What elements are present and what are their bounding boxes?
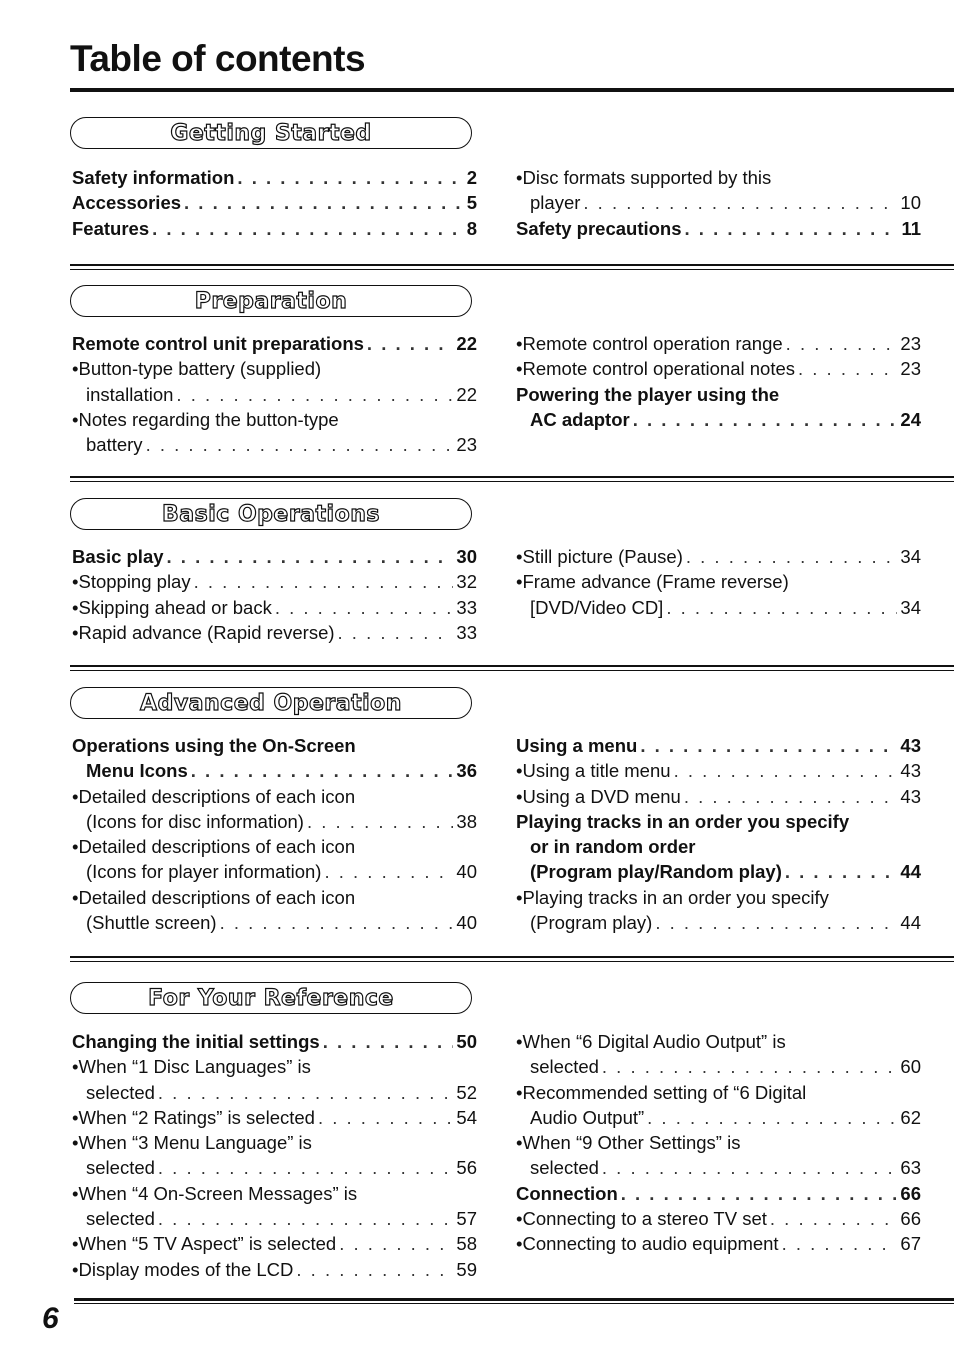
toc-entry-label: •Using a title menu: [516, 760, 671, 782]
toc-entry-label: battery: [86, 434, 143, 456]
toc-line: •When “3 Menu Language” is: [72, 1132, 312, 1154]
toc-entry-label: player: [530, 192, 581, 214]
section-divider: [70, 264, 954, 270]
toc-entry: [516, 544, 921, 569]
section-divider: [70, 956, 954, 962]
section-heading-preparation: [70, 285, 472, 317]
section-heading-basic-operations: [70, 498, 472, 530]
toc-entry-label: (Program play): [530, 912, 653, 934]
dot-leader: [798, 356, 897, 381]
toc-column: [516, 733, 921, 935]
toc-entry-page: 43: [900, 785, 921, 807]
toc-line: •Playing tracks in an order you specify: [516, 886, 829, 908]
toc-entry-label: •Still picture (Pause): [516, 546, 683, 567]
dot-leader: [237, 165, 463, 190]
toc-entry-label: (Icons for player information): [86, 861, 322, 883]
toc-entry: [516, 407, 921, 432]
toc-entry-page: 60: [900, 1056, 921, 1078]
dot-leader: [296, 1257, 453, 1282]
toc-line: •Notes regarding the button-type: [72, 408, 339, 430]
toc-entry-label: selected: [86, 1081, 155, 1103]
dot-leader: [220, 910, 454, 935]
dot-leader: [338, 620, 454, 645]
section-heading-label: Getting Started: [170, 120, 372, 146]
dot-leader: [194, 569, 454, 594]
toc-entry-label: AC adaptor: [530, 408, 630, 430]
dot-leader: [686, 544, 898, 569]
toc-entry-page: 66: [900, 1182, 921, 1204]
page-number: 6: [42, 1302, 59, 1335]
toc-entry: [72, 544, 477, 569]
dot-leader: [158, 1080, 454, 1105]
toc-entry-label: selected: [530, 1056, 599, 1078]
toc-line: •Detailed descriptions of each icon: [72, 886, 356, 908]
toc-line: •When “4 On-Screen Messages” is: [72, 1182, 358, 1204]
toc-entry: [72, 595, 477, 620]
toc-entry: [516, 1054, 921, 1079]
toc-column: [516, 165, 921, 241]
toc-entry-label: Menu Icons: [86, 760, 188, 782]
dot-leader: [786, 331, 898, 356]
dot-leader: [685, 216, 899, 241]
dot-leader: [770, 1206, 898, 1231]
dot-leader: [275, 595, 454, 620]
toc-line: •When “9 Other Settings” is: [516, 1132, 741, 1154]
toc-column: [72, 733, 477, 935]
title-rule: [70, 88, 954, 92]
dot-leader: [602, 1155, 898, 1180]
toc-entry-page: 2: [466, 167, 477, 188]
toc-entry: [516, 356, 921, 381]
toc-entry: [72, 620, 477, 645]
toc-entry-label: selected: [86, 1208, 155, 1230]
toc-entry-page: 30: [456, 546, 477, 567]
toc-entry-page: 33: [456, 596, 477, 618]
dot-leader: [640, 733, 897, 758]
dot-leader: [782, 1231, 898, 1256]
dot-leader: [655, 910, 897, 935]
toc-entry: [72, 1155, 477, 1180]
toc-entry: [72, 809, 477, 834]
toc-entry: [72, 216, 477, 241]
dot-leader: [666, 595, 897, 620]
toc-entry: [516, 1155, 921, 1180]
section-heading-label: Advanced Operation: [140, 690, 402, 716]
toc-entry-page: 8: [466, 217, 477, 239]
toc-column: [72, 165, 477, 241]
toc-entry-page: 36: [456, 760, 477, 782]
toc-entry-label: (Icons for disc information): [86, 810, 304, 832]
toc-entry-page: 57: [456, 1208, 477, 1230]
toc-entry-label: •Using a DVD menu: [516, 785, 681, 807]
dot-leader: [602, 1054, 898, 1079]
dot-leader: [167, 544, 454, 569]
toc-entry-label: Features: [72, 217, 150, 239]
toc-entry: [72, 859, 477, 884]
page-title: Table of contents: [70, 38, 366, 79]
toc-entry-page: 34: [900, 546, 921, 567]
dot-leader: [674, 758, 898, 783]
toc-column: [72, 1029, 477, 1282]
section-heading-label: Basic Operations: [162, 501, 380, 527]
dot-leader: [785, 859, 898, 884]
toc-entry-page: 54: [456, 1106, 477, 1128]
toc-entry-page: 44: [900, 912, 921, 934]
toc-entry-label: Accessories: [72, 192, 182, 214]
toc-entry: [516, 1231, 921, 1256]
toc-line: Operations using the On-Screen: [72, 735, 356, 756]
toc-line: or in random order: [530, 836, 696, 858]
toc-entry-page: 40: [456, 861, 477, 883]
toc-column: [516, 331, 921, 432]
toc-entry-page: 5: [466, 192, 477, 214]
dot-leader: [583, 190, 897, 215]
section-heading-advanced-operation: [70, 687, 472, 719]
toc-entry-label: •When “5 TV Aspect” is selected: [72, 1233, 337, 1255]
dot-leader: [152, 216, 464, 241]
toc-column: [72, 331, 477, 457]
toc-column: [516, 1029, 921, 1257]
toc-entry: [72, 1206, 477, 1231]
toc-entry-page: 32: [456, 571, 477, 593]
toc-entry-page: 44: [900, 861, 921, 883]
toc-entry: [72, 910, 477, 935]
toc-entry-label: •Stopping play: [72, 571, 191, 593]
dot-leader: [158, 1155, 454, 1180]
toc-column: [516, 544, 921, 620]
toc-entry-label: Remote control unit preparations: [72, 333, 364, 354]
dot-leader: [324, 859, 453, 884]
toc-entry: [516, 758, 921, 783]
toc-line: •When “6 Digital Audio Output” is: [516, 1031, 786, 1052]
toc-entry: [516, 910, 921, 935]
toc-entry: [516, 784, 921, 809]
toc-entry-label: •Display modes of the LCD: [72, 1258, 294, 1280]
toc-entry-label: •Remote control operation range: [516, 333, 783, 354]
section-divider: [70, 665, 954, 671]
toc-entry-page: 62: [900, 1106, 921, 1128]
toc-entry: [72, 758, 477, 783]
toc-entry: [72, 382, 477, 407]
toc-entry-label: [DVD/Video CD]: [530, 596, 664, 618]
toc-entry: [516, 331, 921, 356]
toc-entry-label: •When “2 Ratings” is selected: [72, 1106, 315, 1128]
toc-entry-label: •Skipping ahead or back: [72, 596, 272, 618]
dot-leader: [684, 784, 898, 809]
toc-entry-page: 58: [456, 1233, 477, 1255]
toc-line: Playing tracks in an order you specify: [516, 810, 850, 832]
toc-entry-label: •Connecting to audio equipment: [516, 1233, 779, 1255]
toc-entry: [72, 1231, 477, 1256]
toc-entry-page: 24: [900, 408, 921, 430]
toc-entry-label: Safety precautions: [516, 217, 682, 239]
dot-leader: [323, 1029, 454, 1054]
toc-entry-page: 11: [901, 217, 921, 239]
dot-leader: [647, 1105, 897, 1130]
toc-entry-label: •Connecting to a stereo TV set: [516, 1208, 767, 1230]
toc-entry-label: (Program play/Random play): [530, 861, 782, 883]
toc-entry-label: (Shuttle screen): [86, 912, 217, 934]
dot-leader: [184, 190, 464, 215]
section-heading-label: For Your Reference: [148, 985, 394, 1011]
toc-entry: [516, 1105, 921, 1130]
toc-entry: [516, 190, 921, 215]
toc-entry: [72, 569, 477, 594]
toc-entry: [516, 1206, 921, 1231]
toc-line: •Detailed descriptions of each icon: [72, 836, 356, 858]
toc-entry: [72, 331, 477, 356]
toc-line: •Frame advance (Frame reverse): [516, 571, 789, 593]
toc-entry: [72, 190, 477, 215]
toc-entry-page: 10: [900, 192, 921, 214]
toc-entry-label: Changing the initial settings: [72, 1031, 320, 1052]
dot-leader: [176, 382, 453, 407]
toc-line: •Disc formats supported by this: [516, 167, 772, 188]
dot-leader: [339, 1231, 453, 1256]
toc-entry-page: 66: [900, 1208, 921, 1230]
dot-leader: [367, 331, 454, 356]
toc-entry-label: Safety information: [72, 167, 235, 188]
toc-entry-page: 23: [900, 358, 921, 380]
section-heading-label: Preparation: [194, 288, 348, 314]
toc-entry: [72, 1029, 477, 1054]
toc-entry-label: Using a menu: [516, 735, 638, 756]
toc-entry: [72, 165, 477, 190]
dot-leader: [621, 1181, 898, 1206]
toc-line: •When “1 Disc Languages” is: [72, 1056, 311, 1078]
toc-entry: [516, 733, 921, 758]
toc-entry-label: •Rapid advance (Rapid reverse): [72, 621, 335, 643]
toc-line: Powering the player using the: [516, 383, 780, 405]
dot-leader: [318, 1105, 453, 1130]
toc-line: •Recommended setting of “6 Digital: [516, 1081, 807, 1103]
toc-entry-label: •Remote control operational notes: [516, 358, 795, 380]
toc-column: [72, 544, 477, 645]
toc-entry: [516, 216, 921, 241]
dot-leader: [307, 809, 453, 834]
section-heading-for-your-reference: [70, 982, 472, 1014]
toc-entry-page: 52: [456, 1081, 477, 1103]
toc-entry-label: selected: [86, 1157, 155, 1179]
toc-entry-page: 23: [456, 434, 477, 456]
toc-entry-page: 43: [900, 735, 921, 756]
toc-entry-page: 22: [456, 383, 477, 405]
dot-leader: [633, 407, 898, 432]
toc-entry: [72, 1257, 477, 1282]
toc-entry-label: Audio Output”: [530, 1106, 645, 1128]
toc-entry-page: 50: [456, 1031, 477, 1052]
toc-entry-label: installation: [86, 383, 174, 405]
section-divider: [70, 476, 954, 482]
toc-entry-page: 33: [456, 621, 477, 643]
toc-line: •Detailed descriptions of each icon: [72, 785, 356, 807]
toc-entry-page: 38: [456, 810, 477, 832]
toc-entry-page: 56: [456, 1157, 477, 1179]
toc-entry-page: 40: [456, 912, 477, 934]
toc-line: •Button-type battery (supplied): [72, 358, 322, 380]
toc-entry-page: 22: [456, 333, 477, 354]
toc-entry: [72, 1080, 477, 1105]
toc-entry-page: 67: [900, 1233, 921, 1255]
dot-leader: [146, 432, 454, 457]
toc-entry: [516, 859, 921, 884]
toc-entry-page: 63: [900, 1157, 921, 1179]
toc-entry: [516, 595, 921, 620]
toc-entry: [516, 1181, 921, 1206]
toc-entry-page: 43: [900, 760, 921, 782]
footer-rule: [74, 1298, 954, 1304]
toc-entry-page: 23: [900, 333, 921, 354]
toc-entry-label: selected: [530, 1157, 599, 1179]
toc-entry-page: 34: [900, 596, 921, 618]
toc-entry: [72, 432, 477, 457]
toc-entry-label: Basic play: [72, 546, 164, 567]
toc-entry-label: Connection: [516, 1182, 618, 1204]
toc-entry-page: 59: [456, 1258, 477, 1280]
dot-leader: [158, 1206, 454, 1231]
dot-leader: [191, 758, 454, 783]
section-heading-getting-started: [70, 117, 472, 149]
toc-entry: [72, 1105, 477, 1130]
